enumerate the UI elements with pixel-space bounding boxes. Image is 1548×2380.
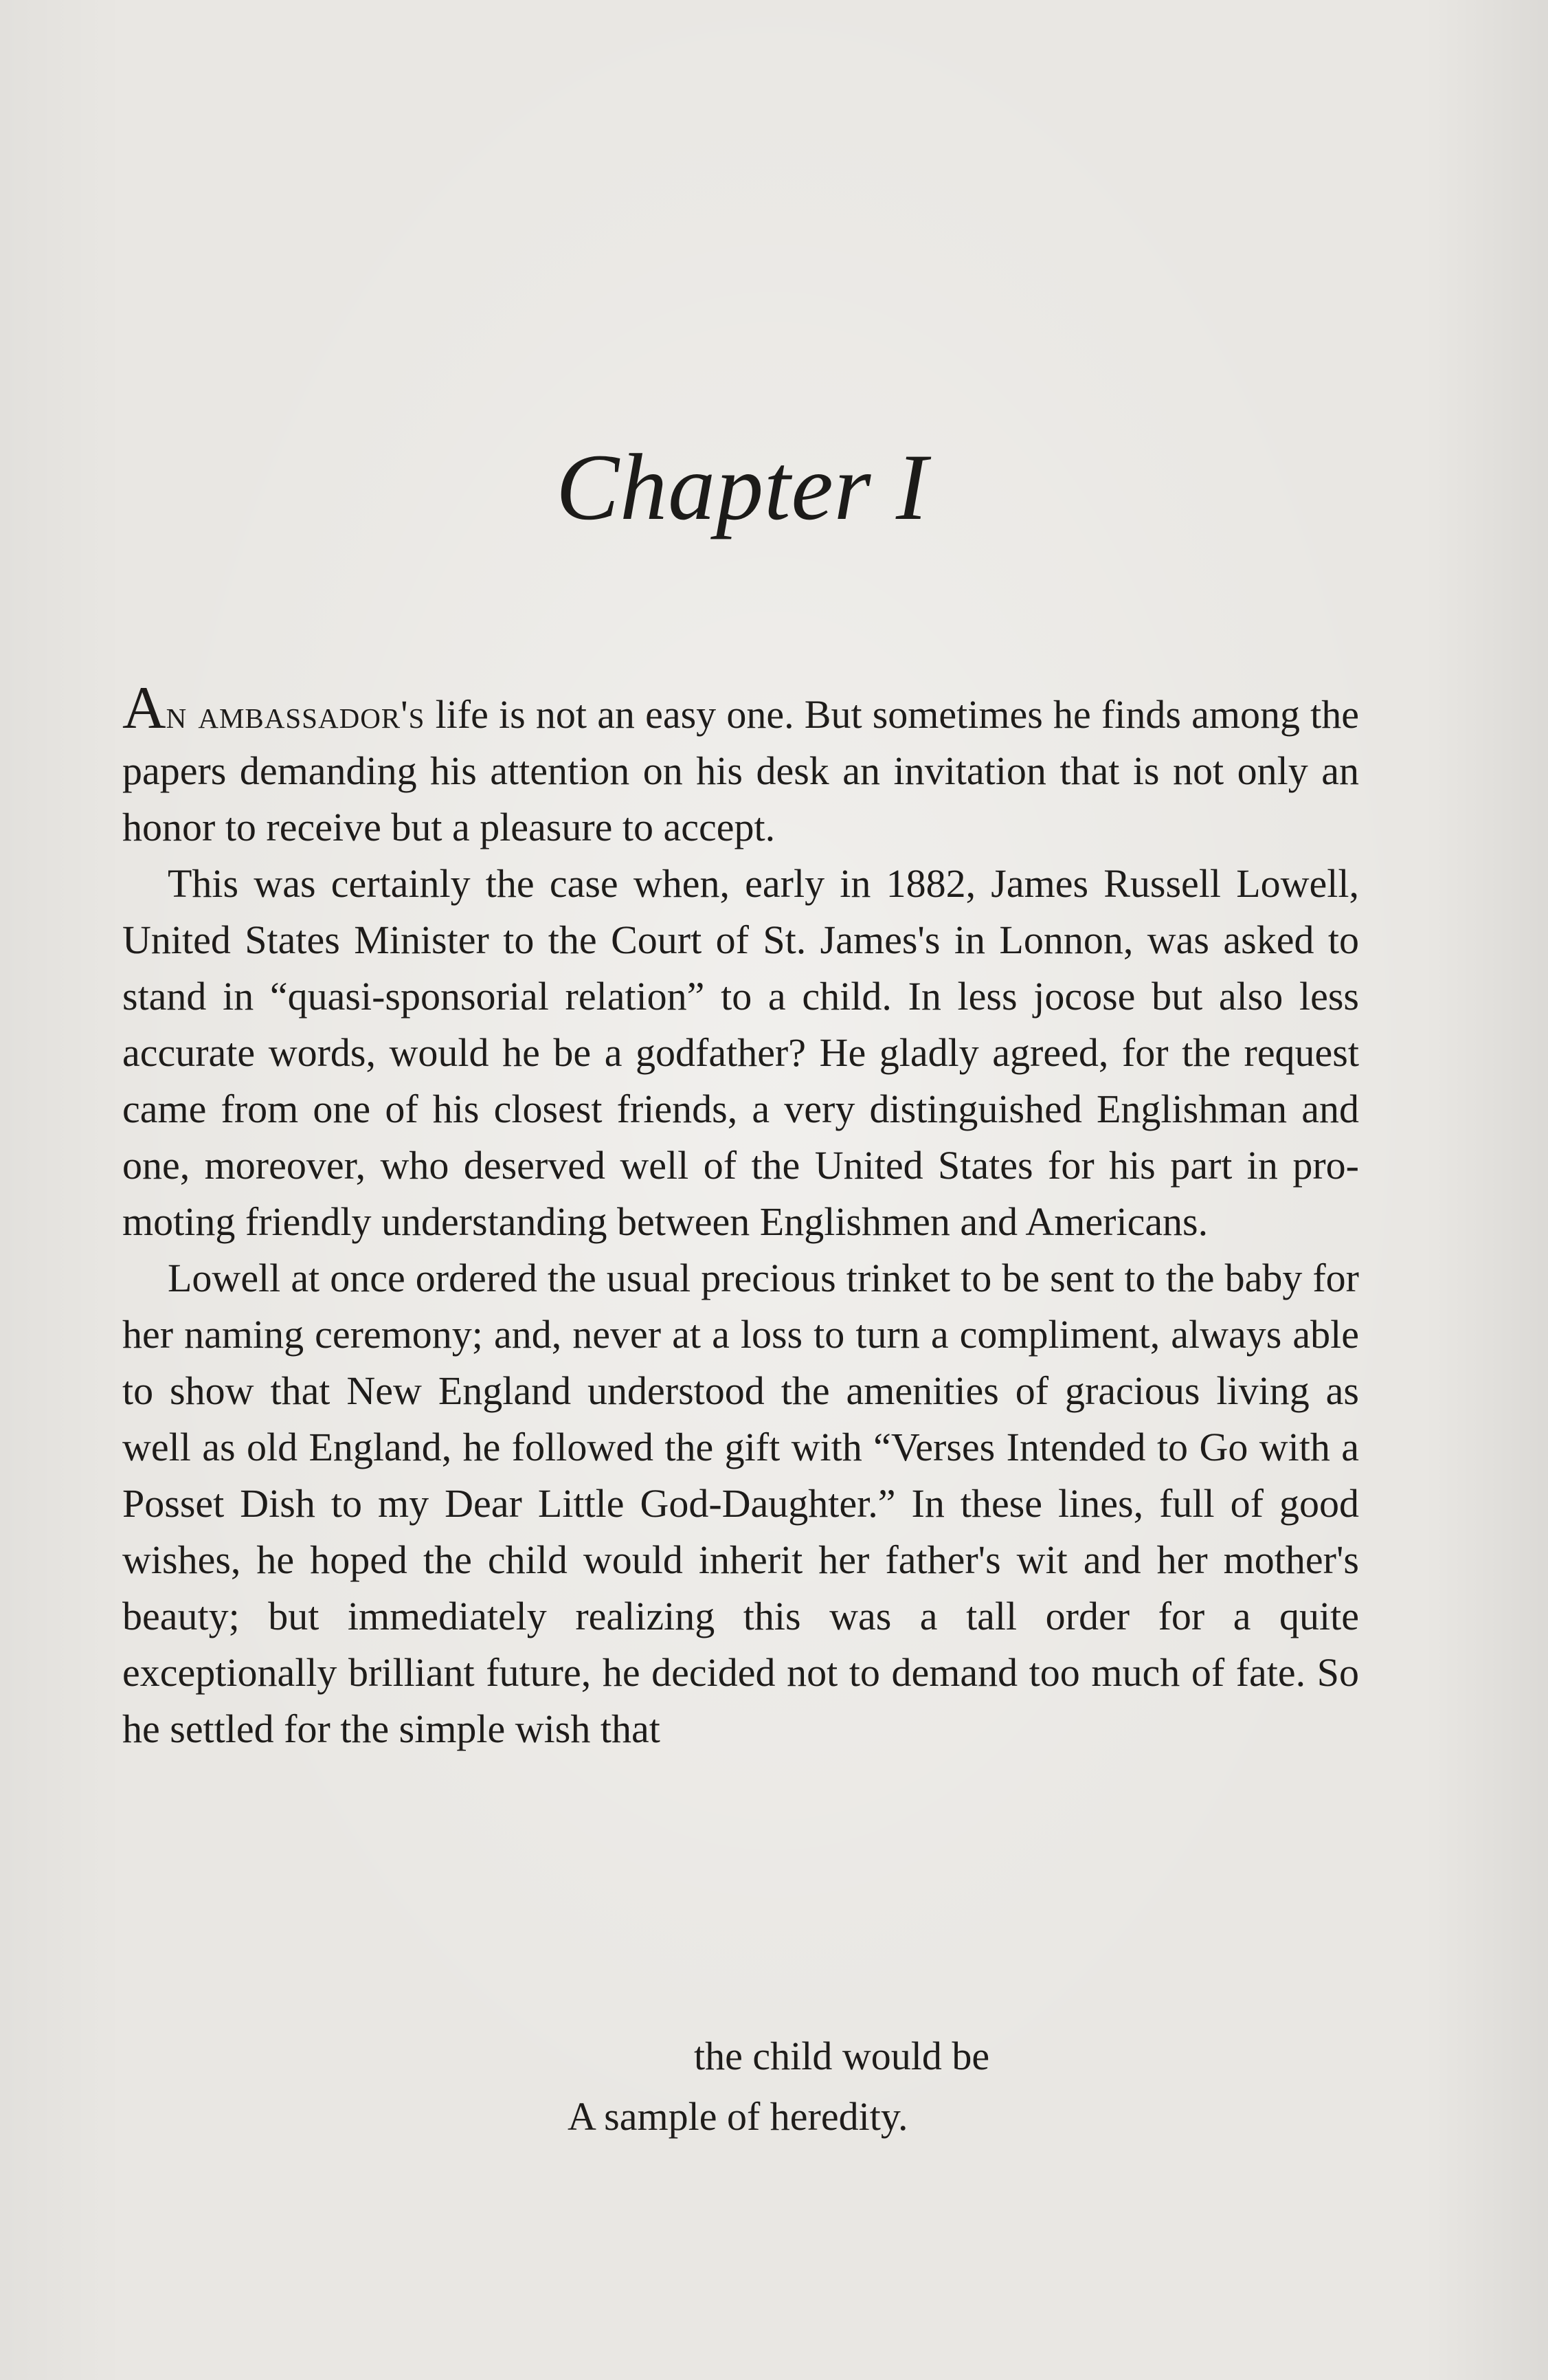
- small-caps-opening: n ambassador's: [166, 692, 425, 737]
- drop-cap: A: [122, 675, 166, 742]
- paragraph-2: This was certainly the case when, early in 1882, James Russell Lowell, United States Minister to the Court of St. James's in Lonnon, was asked to stand in “quasi-sponsorial relation” to a child. In less jocose but also less accurate words, would he be a godfather? He gladly agreed, for the request came from one of his closest friends, a very distinguished Englishman and one, moreover, who deserved well of the United States for his part in promoting friendly understanding between Englishmen and Americans.: [122, 861, 1359, 1244]
- paragraph-3: Lowell at once ordered the usual precious trinket to be sent to the baby for her naming ceremony; and, never at a loss to turn a compliment, always able to show that New England understood the amenities of gracious living as well as old England, he followed the gift with “Verses Intended to Go with a Posset Dish to my Dear Little God-Daughter.” In these lines, full of good wishes, he hoped the child would inherit her father's wit and her mother's beauty; but immediately realizing this was a tall order for a quite exceptionally brilliant future, he decided not to demand too much of fate. So he settled for the simple wish that: [122, 1256, 1359, 1751]
- paragraph-1-text: life is not an easy one. But sometimes he finds among the papers demanding his attention on his desk an invitation that is not only an honor to receive but a pleasure to accept.: [122, 692, 1359, 849]
- verse-line-2: A sample of heredity.: [568, 2094, 908, 2139]
- verse-line-1: the child would be: [694, 2034, 990, 2078]
- chapter-title: Chapter I: [556, 434, 928, 540]
- body-text: [122, 675, 1359, 1757]
- paragraph-1: [122, 675, 1359, 856]
